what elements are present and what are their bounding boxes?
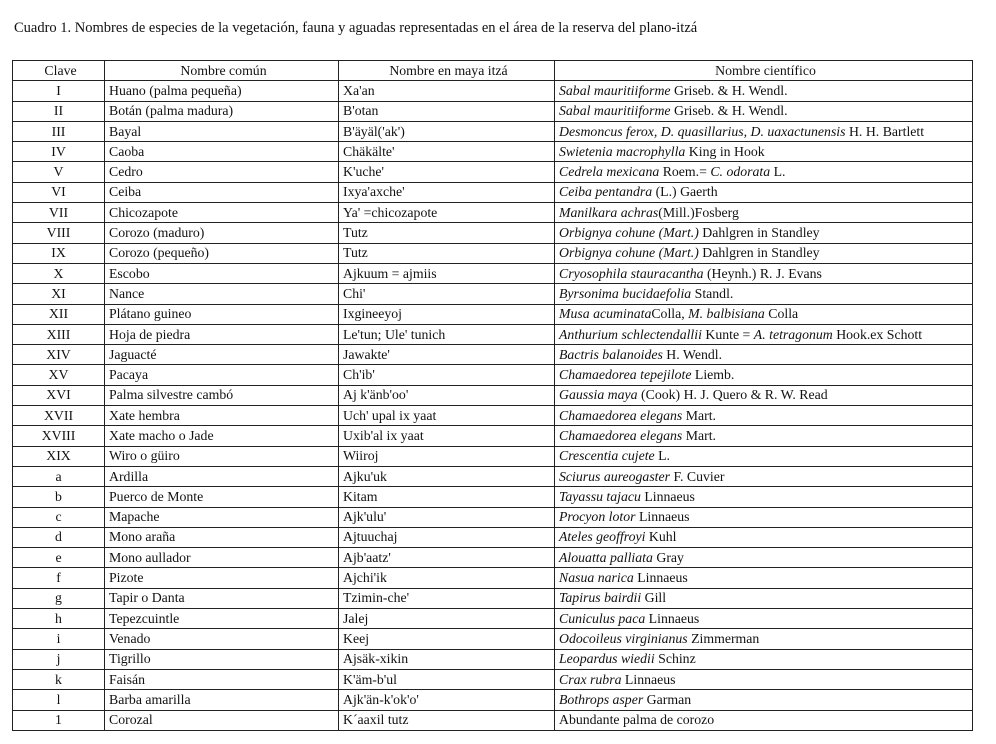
cell-nombre-maya: Keej <box>339 629 555 649</box>
scientific-name-italic: Orbignya cohune (Mart.) <box>559 245 699 261</box>
cell-nombre-cientifico <box>555 487 973 507</box>
cell-nombre-comun: Xate macho o Jade <box>105 426 339 446</box>
cell-clave: XIV <box>13 345 105 365</box>
cell-clave: XII <box>13 304 105 324</box>
cell-nombre-cientifico <box>555 162 973 182</box>
scientific-name-italic: Tayassu tajacu <box>559 488 641 504</box>
scientific-name-italic: Anthurium schlectendallii <box>559 326 702 342</box>
cell-clave: VII <box>13 203 105 223</box>
table-row <box>13 527 973 547</box>
cell-nombre-cientifico <box>555 243 973 263</box>
scientific-name-italic: Swietenia macrophylla <box>559 143 686 159</box>
cell-nombre-maya: Ch'ib' <box>339 365 555 385</box>
header-clave: Clave <box>13 61 105 81</box>
scientific-name-text: Hook.ex Schott <box>832 326 923 342</box>
cell-clave: III <box>13 121 105 141</box>
scientific-name-italic: Desmoncus ferox, D. quasillarius, D. uaxactunensis <box>559 123 846 139</box>
cell-nombre-cientifico <box>555 710 973 730</box>
cell-nombre-comun: Bayal <box>105 121 339 141</box>
cell-nombre-comun: Escobo <box>105 263 339 283</box>
cell-nombre-cientifico <box>555 203 973 223</box>
scientific-name-text: Griseb. & H. Wendl. <box>670 103 788 119</box>
scientific-name-text: Zimmerman <box>687 630 760 646</box>
cell-nombre-cientifico <box>555 609 973 629</box>
scientific-name-text: Linnaeus <box>640 488 695 504</box>
cell-nombre-cientifico <box>555 324 973 344</box>
scientific-name-italic: Cryosophila stauracantha <box>559 265 704 281</box>
scientific-name-text: Roem.= <box>659 164 711 180</box>
scientific-name-text: Linnaeus <box>633 570 688 586</box>
cell-nombre-comun: Botán (palma madura) <box>105 101 339 121</box>
cell-nombre-maya: Ajchi'ik <box>339 568 555 588</box>
cell-nombre-comun: Chicozapote <box>105 203 339 223</box>
table-row <box>13 385 973 405</box>
table-row <box>13 649 973 669</box>
cell-nombre-maya: Ajku'uk <box>339 466 555 486</box>
cell-nombre-maya: Chäkälte' <box>339 142 555 162</box>
cell-clave: XIII <box>13 324 105 344</box>
cell-clave: XI <box>13 284 105 304</box>
cell-nombre-comun: Barba amarilla <box>105 690 339 710</box>
table-row <box>13 101 973 121</box>
scientific-name-text: H. Wendl. <box>662 346 723 362</box>
cell-clave: XV <box>13 365 105 385</box>
cell-nombre-maya: Ajtuuchaj <box>339 527 555 547</box>
cell-nombre-comun: Mapache <box>105 507 339 527</box>
cell-nombre-maya: B'äyäl('ak') <box>339 121 555 141</box>
cell-nombre-comun: Tepezcuintle <box>105 609 339 629</box>
scientific-name-text: Linnaeus <box>635 509 690 525</box>
cell-nombre-cientifico <box>555 121 973 141</box>
cell-nombre-comun: Tapir o Danta <box>105 588 339 608</box>
table-row <box>13 345 973 365</box>
cell-clave: IX <box>13 243 105 263</box>
table-body <box>13 81 973 731</box>
cell-clave: j <box>13 649 105 669</box>
cell-nombre-cientifico <box>555 527 973 547</box>
cell-nombre-cientifico <box>555 669 973 689</box>
cell-clave: f <box>13 568 105 588</box>
cell-nombre-maya: Tzimin-che' <box>339 588 555 608</box>
scientific-name-text: H. H. Bartlett <box>845 123 925 139</box>
cell-clave: c <box>13 507 105 527</box>
cell-nombre-comun: Puerco de Monte <box>105 487 339 507</box>
cell-clave: IV <box>13 142 105 162</box>
scientific-name-text: L. <box>654 448 670 464</box>
cell-nombre-comun: Huano (palma pequeña) <box>105 81 339 101</box>
cell-clave: h <box>13 609 105 629</box>
scientific-name-text: Schinz <box>654 651 696 667</box>
scientific-name-italic: Orbignya cohune (Mart.) <box>559 225 699 241</box>
table-row <box>13 81 973 101</box>
cell-nombre-cientifico <box>555 284 973 304</box>
cell-nombre-cientifico <box>555 101 973 121</box>
cell-nombre-maya: Uch' upal ix yaat <box>339 406 555 426</box>
cell-nombre-comun: Palma silvestre cambó <box>105 385 339 405</box>
cell-nombre-cientifico <box>555 426 973 446</box>
cell-clave: X <box>13 263 105 283</box>
scientific-name-text: Mart. <box>682 407 716 423</box>
scientific-name-text: Linnaeus <box>621 671 676 687</box>
scientific-name-italic: C. odorata <box>710 164 771 180</box>
cell-nombre-comun: Cedro <box>105 162 339 182</box>
cell-nombre-maya: Aj k'änb'oo' <box>339 385 555 405</box>
cell-clave: l <box>13 690 105 710</box>
table-row <box>13 304 973 324</box>
scientific-name-text: Mart. <box>682 427 716 443</box>
scientific-name-text: (L.) Gaerth <box>652 184 718 200</box>
cell-clave: 1 <box>13 710 105 730</box>
cell-nombre-maya: Xa'an <box>339 81 555 101</box>
cell-nombre-cientifico <box>555 365 973 385</box>
cell-nombre-maya: Kitam <box>339 487 555 507</box>
species-table <box>12 60 973 731</box>
scientific-name-text: Gill <box>641 590 667 606</box>
scientific-name-text: (Mill.)Fosberg <box>658 204 739 220</box>
table-row <box>13 243 973 263</box>
cell-clave: II <box>13 101 105 121</box>
scientific-name-text: Linnaeus <box>645 610 700 626</box>
table-row <box>13 710 973 730</box>
cell-clave: i <box>13 629 105 649</box>
cell-clave: XIX <box>13 446 105 466</box>
header-nombre-cientifico: Nombre científico <box>555 61 973 81</box>
scientific-name-text: Colla, <box>651 306 689 322</box>
cell-nombre-comun: Jaguacté <box>105 345 339 365</box>
cell-clave: VIII <box>13 223 105 243</box>
cell-nombre-maya: Chi' <box>339 284 555 304</box>
cell-nombre-maya: Ajb'aatz' <box>339 548 555 568</box>
cell-nombre-maya: Le'tun; Ule' tunich <box>339 324 555 344</box>
scientific-name-text: Kunte = <box>701 326 754 342</box>
cell-nombre-maya: Ajsäk-xikin <box>339 649 555 669</box>
scientific-name-italic: Sabal mauritiiforme <box>559 82 671 98</box>
table-row <box>13 324 973 344</box>
table-row <box>13 142 973 162</box>
cell-nombre-comun: Caoba <box>105 142 339 162</box>
cell-nombre-comun: Nance <box>105 284 339 304</box>
scientific-name-italic: Bactris balanoides <box>559 346 663 362</box>
scientific-name-text: (Cook) H. J. Quero & R. W. Read <box>637 387 828 403</box>
cell-nombre-comun: Pizote <box>105 568 339 588</box>
scientific-name-italic: Sciurus aureogaster <box>559 468 671 484</box>
cell-nombre-comun: Pacaya <box>105 365 339 385</box>
scientific-name-text: Gray <box>652 549 684 565</box>
table-row <box>13 223 973 243</box>
cell-clave: XVII <box>13 406 105 426</box>
scientific-name-italic: Leopardus wiedii <box>559 651 655 667</box>
cell-nombre-maya: Tutz <box>339 243 555 263</box>
scientific-name-italic: Gaussia maya <box>559 387 638 403</box>
cell-clave: a <box>13 466 105 486</box>
cell-nombre-maya: Ajk'än-k'ok'o' <box>339 690 555 710</box>
cell-nombre-cientifico <box>555 466 973 486</box>
scientific-name-italic: Chamaedorea elegans <box>559 407 683 423</box>
scientific-name-italic: Cuniculus paca <box>559 610 646 626</box>
scientific-name-text: Garman <box>643 691 692 707</box>
scientific-name-italic: Byrsonima bucidaefolia <box>559 285 692 301</box>
scientific-name-italic: Chamaedorea tepejilote <box>559 367 692 383</box>
scientific-name-text: L. <box>770 164 786 180</box>
scientific-name-italic: M. balbisiana <box>688 306 765 322</box>
table-row <box>13 446 973 466</box>
table-row <box>13 182 973 202</box>
cell-nombre-comun: Tigrillo <box>105 649 339 669</box>
scientific-name-italic: Bothrops asper <box>559 691 644 707</box>
scientific-name-text: Dahlgren in Standley <box>698 245 820 261</box>
scientific-name-text: Dahlgren in Standley <box>698 225 820 241</box>
table-row <box>13 669 973 689</box>
table-row <box>13 426 973 446</box>
scientific-name-text: Standl. <box>691 285 734 301</box>
scientific-name-text: King in Hook <box>685 143 765 159</box>
scientific-name-italic: Alouatta palliata <box>559 549 653 565</box>
scientific-name-italic: Cedrela mexicana <box>559 164 660 180</box>
table-row <box>13 487 973 507</box>
scientific-name-text: Kuhl <box>645 529 677 545</box>
cell-nombre-maya: Jalej <box>339 609 555 629</box>
cell-nombre-maya: Ya' =chicozapote <box>339 203 555 223</box>
table-row <box>13 365 973 385</box>
cell-nombre-cientifico <box>555 588 973 608</box>
cell-clave: XVIII <box>13 426 105 446</box>
cell-nombre-maya: Wiiroj <box>339 446 555 466</box>
cell-nombre-cientifico <box>555 406 973 426</box>
cell-clave: d <box>13 527 105 547</box>
cell-nombre-cientifico <box>555 304 973 324</box>
cell-clave: V <box>13 162 105 182</box>
table-row <box>13 263 973 283</box>
cell-nombre-comun: Corozo (maduro) <box>105 223 339 243</box>
cell-clave: g <box>13 588 105 608</box>
scientific-name-italic: Ateles geoffroyi <box>559 529 646 545</box>
cell-nombre-maya: Jawakte' <box>339 345 555 365</box>
table-row <box>13 162 973 182</box>
cell-nombre-maya: Ajkuum = ajmiis <box>339 263 555 283</box>
header-row <box>13 61 973 81</box>
cell-nombre-cientifico <box>555 690 973 710</box>
table-row <box>13 609 973 629</box>
table-row <box>13 507 973 527</box>
scientific-name-italic: Chamaedorea elegans <box>559 427 683 443</box>
cell-nombre-cientifico <box>555 263 973 283</box>
cell-nombre-comun: Corozo (pequeño) <box>105 243 339 263</box>
cell-nombre-comun: Xate hembra <box>105 406 339 426</box>
cell-clave: VI <box>13 182 105 202</box>
cell-clave: k <box>13 669 105 689</box>
scientific-name-italic: A. tetragonum <box>753 326 833 342</box>
table-row <box>13 588 973 608</box>
cell-nombre-comun: Wiro o güiro <box>105 446 339 466</box>
cell-nombre-comun: Hoja de piedra <box>105 324 339 344</box>
cell-nombre-cientifico <box>555 548 973 568</box>
scientific-name-italic: Crescentia cujete <box>559 448 655 464</box>
cell-nombre-maya: K'uche' <box>339 162 555 182</box>
scientific-name-italic: Manilkara achras <box>559 204 659 220</box>
cell-nombre-comun: Plátano guineo <box>105 304 339 324</box>
scientific-name-text: Colla <box>764 306 799 322</box>
table-caption: Cuadro 1. Nombres de especies de la vegetación, fauna y aguadas representadas en el área de la reserva del plano-itzá <box>14 20 698 36</box>
cell-nombre-cientifico <box>555 182 973 202</box>
scientific-name-text: Abundante palma de corozo <box>559 712 715 728</box>
cell-nombre-comun: Corozal <box>105 710 339 730</box>
table-row <box>13 548 973 568</box>
scientific-name-text: (Heynh.) R. J. Evans <box>703 265 822 281</box>
cell-nombre-maya: K'äm-b'ul <box>339 669 555 689</box>
cell-nombre-cientifico <box>555 568 973 588</box>
header-nombre-maya: Nombre en maya itzá <box>339 61 555 81</box>
table-row <box>13 466 973 486</box>
cell-nombre-maya: B'otan <box>339 101 555 121</box>
cell-nombre-cientifico <box>555 629 973 649</box>
cell-nombre-comun: Mono araña <box>105 527 339 547</box>
scientific-name-text: F. Cuvier <box>670 468 725 484</box>
cell-nombre-comun: Ceiba <box>105 182 339 202</box>
scientific-name-italic: Musa acuminata <box>559 306 652 322</box>
cell-nombre-cientifico <box>555 345 973 365</box>
cell-nombre-cientifico <box>555 446 973 466</box>
cell-nombre-maya: Tutz <box>339 223 555 243</box>
cell-nombre-maya: Ajk'ulu' <box>339 507 555 527</box>
scientific-name-italic: Sabal mauritiiforme <box>559 103 671 119</box>
scientific-name-italic: Tapirus bairdii <box>559 590 642 606</box>
cell-nombre-maya: Ixya'axche' <box>339 182 555 202</box>
cell-nombre-cientifico <box>555 81 973 101</box>
header-nombre-comun: Nombre común <box>105 61 339 81</box>
scientific-name-text: Griseb. & H. Wendl. <box>670 82 788 98</box>
table-row <box>13 121 973 141</box>
table-row <box>13 406 973 426</box>
scientific-name-italic: Nasua narica <box>559 570 634 586</box>
table-row <box>13 284 973 304</box>
cell-nombre-cientifico <box>555 223 973 243</box>
cell-nombre-cientifico <box>555 507 973 527</box>
cell-nombre-comun: Faisán <box>105 669 339 689</box>
cell-nombre-maya: Uxib'al ix yaat <box>339 426 555 446</box>
cell-nombre-comun: Venado <box>105 629 339 649</box>
scientific-name-text: Liemb. <box>691 367 735 383</box>
table-row <box>13 629 973 649</box>
table-row <box>13 203 973 223</box>
cell-clave: I <box>13 81 105 101</box>
cell-clave: e <box>13 548 105 568</box>
scientific-name-italic: Crax rubra <box>559 671 622 687</box>
cell-nombre-comun: Ardilla <box>105 466 339 486</box>
table-row <box>13 568 973 588</box>
cell-nombre-maya: Ixgineeyoj <box>339 304 555 324</box>
cell-nombre-maya: K´aaxil tutz <box>339 710 555 730</box>
table-row <box>13 690 973 710</box>
scientific-name-italic: Ceiba pentandra <box>559 184 653 200</box>
scientific-name-italic: Odocoileus virginianus <box>559 630 688 646</box>
cell-nombre-cientifico <box>555 142 973 162</box>
scientific-name-italic: Procyon lotor <box>559 509 636 525</box>
cell-nombre-comun: Mono aullador <box>105 548 339 568</box>
cell-nombre-cientifico <box>555 385 973 405</box>
cell-clave: b <box>13 487 105 507</box>
cell-nombre-cientifico <box>555 649 973 669</box>
cell-clave: XVI <box>13 385 105 405</box>
